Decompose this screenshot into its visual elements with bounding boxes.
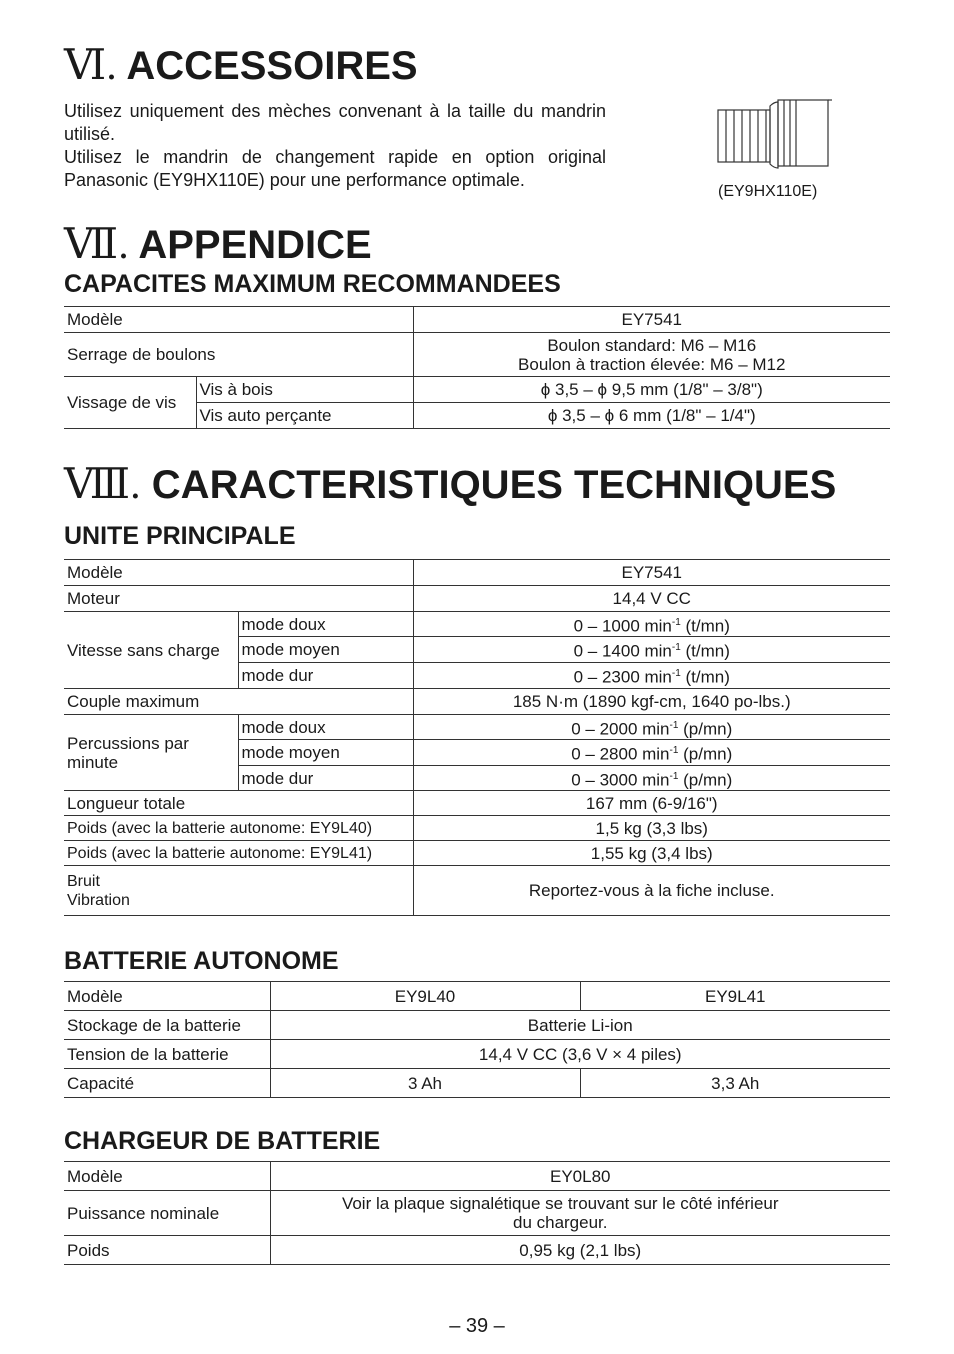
section-title-appendice — [64, 223, 372, 267]
row-value — [413, 637, 890, 663]
value-unit: (t/mn) — [680, 641, 730, 661]
table-row — [64, 1236, 890, 1265]
subtitle-unite: UNITE PRINCIPALE — [64, 522, 296, 550]
accessoires-paragraph: Utilisez le mandrin de changement rapide en option original Panasonic (EY9HX110E) pour une performance optimale. — [64, 147, 606, 190]
table-row — [64, 333, 890, 377]
row-value: 14,4 V CC (3,6 V × 4 piles) — [270, 1040, 890, 1069]
value-exponent: -1 — [669, 770, 679, 782]
row-value: 3 Ah — [270, 1069, 580, 1098]
value-unit: (p/mn) — [678, 719, 733, 739]
accessoires-intro — [64, 100, 606, 192]
row-label: Poids (avec la batterie autonome: EY9L41) — [64, 841, 413, 866]
roman-numeral: Ⅶ. — [64, 222, 129, 268]
value-unit: (p/mn) — [678, 744, 733, 764]
row-value: Batterie Li-ion — [270, 1011, 890, 1040]
row-sublabel: mode moyen — [238, 637, 413, 663]
table-row — [64, 715, 890, 740]
row-sublabel: mode dur — [238, 766, 413, 791]
value-exponent: -1 — [671, 668, 681, 680]
value-main: 0 – 1000 min — [573, 616, 672, 636]
table-row — [64, 586, 890, 612]
row-value — [270, 1191, 890, 1236]
row-value: EY7541 — [413, 307, 890, 333]
row-label: Poids — [64, 1236, 270, 1265]
row-label — [64, 866, 413, 916]
row-label: Vissage de vis — [64, 377, 196, 429]
row-value — [413, 766, 890, 791]
subtitle-capacites: CAPACITES MAXIMUM RECOMMANDEES — [64, 270, 561, 298]
table-row — [64, 791, 890, 816]
value-main: 0 – 3000 min — [571, 770, 670, 790]
unite-table — [64, 559, 890, 916]
table-row — [64, 689, 890, 715]
row-value: 0,95 kg (2,1 lbs) — [270, 1236, 890, 1265]
section-title-text: APPENDICE — [138, 223, 372, 267]
roman-numeral: Ⅷ. — [64, 462, 141, 508]
row-value — [413, 740, 890, 766]
value-line: Voir la plaque signalétique se trouvant sur le côté inférieur — [341, 1194, 779, 1213]
bruit-label: Bruit — [67, 872, 100, 890]
accessoires-paragraph: Utilisez uniquement des mèches convenant à la taille du mandrin utilisé. — [64, 101, 606, 144]
row-value: EY0L80 — [270, 1162, 890, 1191]
table-row — [64, 982, 890, 1011]
roman-numeral: Ⅵ. — [64, 43, 117, 89]
table-row — [64, 560, 890, 586]
row-value: 185 N·m (1890 kgf-cm, 1640 po-lbs.) — [413, 689, 890, 715]
row-sublabel: Vis auto perçante — [196, 403, 413, 429]
row-value: Reportez-vous à la fiche incluse. — [413, 866, 890, 916]
row-value: 167 mm (6-9/16") — [413, 791, 890, 816]
row-value: EY9L41 — [580, 982, 890, 1011]
row-value: 1,55 kg (3,4 lbs) — [413, 841, 890, 866]
row-value: 3,3 Ah — [580, 1069, 890, 1098]
table-row — [64, 816, 890, 841]
row-value: EY7541 — [413, 560, 890, 586]
row-sublabel: Vis à bois — [196, 377, 413, 403]
capacites-table — [64, 306, 890, 429]
table-row — [64, 307, 890, 333]
row-value: 1,5 kg (3,3 lbs) — [413, 816, 890, 841]
row-label: Couple maximum — [64, 689, 413, 715]
row-value — [413, 612, 890, 637]
row-label: Serrage de boulons — [64, 333, 413, 377]
table-row — [64, 1011, 890, 1040]
row-sublabel: mode doux — [238, 715, 413, 740]
row-label: Poids (avec la batterie autonome: EY9L40) — [64, 816, 413, 841]
value-unit: (p/mn) — [678, 770, 733, 790]
table-row — [64, 612, 890, 637]
vibration-label: Vibration — [67, 891, 130, 909]
table-row — [64, 841, 890, 866]
row-value — [413, 715, 890, 740]
row-sublabel: mode moyen — [238, 740, 413, 766]
row-sublabel: mode dur — [238, 663, 413, 689]
row-label: Puissance nominale — [64, 1191, 270, 1236]
value-exponent: -1 — [669, 745, 679, 757]
row-sublabel: mode doux — [238, 612, 413, 637]
row-value: ϕ 3,5 – ϕ 9,5 mm (1/8" – 3/8") — [413, 377, 890, 403]
table-row — [64, 866, 890, 916]
row-label: Modèle — [64, 560, 413, 586]
value-main: 0 – 2800 min — [571, 744, 670, 764]
section-title-text: CARACTERISTIQUES TECHNIQUES — [151, 463, 837, 507]
row-label: Stockage de la batterie — [64, 1011, 270, 1040]
figure-caption: (EY9HX110E) — [718, 183, 818, 200]
section-title-accessoires — [64, 44, 418, 88]
chargeur-table — [64, 1161, 890, 1265]
table-row — [64, 1069, 890, 1098]
section-title-caracteristiques — [64, 463, 836, 507]
value-main: 0 – 2000 min — [571, 719, 670, 739]
page-number: – 39 – — [449, 1315, 505, 1337]
value-unit: (t/mn) — [680, 616, 730, 636]
row-label: Vitesse sans charge — [64, 612, 238, 689]
value-line: du chargeur. — [512, 1213, 608, 1232]
row-label: Modèle — [64, 1162, 270, 1191]
value-line: Boulon à traction élevée: M6 – M12 — [518, 354, 786, 374]
row-value: 14,4 V CC — [413, 586, 890, 612]
value-main: 0 – 1400 min — [573, 641, 672, 661]
row-label: Modèle — [64, 307, 413, 333]
table-row — [64, 1040, 890, 1069]
value-exponent: -1 — [671, 642, 681, 654]
row-value — [413, 663, 890, 689]
subtitle-chargeur: CHARGEUR DE BATTERIE — [64, 1127, 381, 1155]
row-value: ϕ 3,5 – ϕ 6 mm (1/8" – 1/4") — [413, 403, 890, 429]
row-label: Capacité — [64, 1069, 270, 1098]
value-exponent: -1 — [671, 616, 681, 628]
row-label: Percussions par minute — [64, 715, 238, 791]
value-line: Boulon standard: M6 – M16 — [547, 335, 757, 355]
section-title-text: ACCESSOIRES — [126, 44, 418, 88]
value-unit: (t/mn) — [680, 667, 730, 687]
batterie-table — [64, 981, 890, 1098]
table-row — [64, 1191, 890, 1236]
table-row — [64, 377, 890, 403]
table-row — [64, 1162, 890, 1191]
row-label: Tension de la batterie — [64, 1040, 270, 1069]
value-main: 0 – 2300 min — [573, 667, 672, 687]
value-exponent: -1 — [669, 719, 679, 731]
row-label: Modèle — [64, 982, 270, 1011]
row-label: Longueur totale — [64, 791, 413, 816]
row-value: EY9L40 — [270, 982, 580, 1011]
row-label: Moteur — [64, 586, 413, 612]
chuck-illustration-icon — [714, 96, 832, 172]
row-value — [413, 333, 890, 377]
subtitle-batterie: BATTERIE AUTONOME — [64, 947, 339, 975]
